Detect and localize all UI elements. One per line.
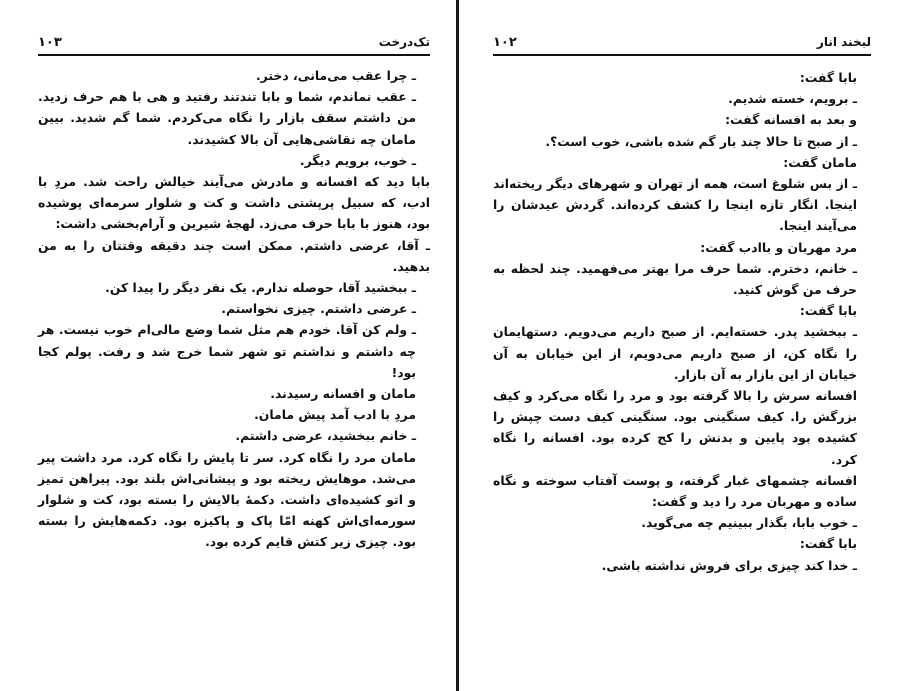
paragraph: ـ خانم ببخشید، عرضی داشتم. (235, 428, 416, 444)
paragraph: مامان مرد را نگاه کرد. سر تا پایش را نگاه کرد. مرد داشت پیر می‌شد. موهایش ریخته بود و پیشانی‌اش بلند بود. پیراهن تمیز و اتو کشیده‌ای داشت. دکمهٔ بالایش را بسته بود، کت و شلوار سورمه‌ای‌اش کهنه امّا پاک و پاکیزه بود. دکمه‌هایش را بسته بود. چیزی زیر کتش قایم کرده بود. (38, 449, 416, 550)
right-page-running-title: لبخند انار (816, 35, 871, 49)
paragraph: ـ عرضی داشتم. چیزی نخواستم. (221, 301, 416, 317)
paragraph: ـ ببخشید آقا، حوصله ندارم. یک نفر دیگر را پیدا کن. (105, 280, 416, 296)
left-page (0, 0, 460, 691)
paragraph: بابا گفت: (799, 303, 857, 319)
paragraph: مامان گفت: (783, 154, 857, 170)
right-page-body (493, 67, 871, 576)
paragraph: ـ خوب بابا، بگذار ببینیم چه می‌گوید. (641, 515, 857, 531)
left-page-header (38, 32, 430, 52)
paragraph: بابا دید که افسانه و مادرش می‌آیند خیالش راحت شد. مردِ با ادب، که سبیل پرپشتی داشت و کت و شلوار سرمه‌ای پوشیده بود، هنوز با بابا حرف می‌زد. لهجهٔ شیرین و آرام‌بخشی داشت: (38, 174, 430, 232)
left-page-body (38, 65, 430, 553)
paragraph: ـ ولم کن آقا. خودم هم مثل شما وضع مالی‌ام خوب نیست. هر چه داشتم و نداشتم تو شهر شما خرج شد و رفت. پولم کجا بود! (38, 322, 416, 380)
paragraph: افسانه چشمهای غبار گرفته، و پوست آفتاب سوخته و نگاه ساده و مهربان مرد را دید و گفت: (493, 472, 857, 510)
left-header-rule (38, 54, 430, 56)
paragraph: ـ آقا، عرضی داشتم. ممکن است چند دقیقه وقتتان را به من بدهید. (38, 237, 430, 274)
paragraph: ـ خوب، برویم دیگر. (299, 152, 416, 168)
paragraph: ـ از صبح تا حالا چند بار گم شده باشی، خوب است؟. (545, 133, 857, 149)
left-page-number: ۱۰۳ (38, 34, 62, 50)
paragraph: مردِ با ادب آمد پیش مامان. (254, 407, 416, 423)
paragraph: ـ برویم، خسته شدیم. (728, 91, 857, 107)
paragraph: ـ خدا کند چیزی برای فروش نداشته باشی. (601, 557, 857, 573)
paragraph: و بعد به افسانه گفت: (725, 112, 857, 128)
paragraph: ـ عقب نماندم، شما و بابا تندتند رفتید و هی با هم حرف زدید. من داشتم سقف بازار را نگاه می‌کردم. شما گم شدید. بیین مامان چه نقاشی‌هایی آن بالا کشیدند. (38, 89, 416, 147)
paragraph: افسانه سرش را بالا گرفته بود و مرد را نگاه می‌کرد و کیف بزرگش را. کیف سنگینی بود. سنگینی کیف دست چپش را کشیده بود پایین و بدنش را کج کرده بود. افسانه را نگاه کرد. (493, 388, 857, 467)
paragraph: بابا گفت: (799, 70, 857, 85)
left-page-running-title: تک‌درخت (378, 35, 430, 49)
right-header-rule (493, 54, 871, 56)
paragraph: ـ خانم، دخترم. شما حرف مرا بهتر می‌فهمید. چند لحظه به حرف من گوش کنید. (493, 260, 857, 298)
paragraph: مرد مهربان و باادب گفت: (700, 239, 857, 255)
right-page-header (493, 32, 871, 52)
right-page (461, 0, 921, 691)
paragraph: مامان و افسانه رسیدند. (270, 386, 416, 402)
paragraph: ـ چرا عقب می‌مانی، دختر. (255, 68, 416, 83)
paragraph: ـ از بس شلوغ است، همه از تهران و شهرهای دیگر ریخته‌اند اینجا. انگار تازه اینجا را کشف کرده‌اند. گردش عیدشان را می‌آیند اینجا. (493, 176, 857, 234)
paragraph: ـ ببخشید پدر. خسته‌ایم. از صبح داریم می‌دویم. دستهایمان را نگاه کن، از صبح داریم می‌دویم، از این خیابان به آن خیابان از این بازار به آن بازار. (493, 324, 857, 382)
right-page-number: ۱۰۲ (493, 34, 517, 50)
paragraph: بابا گفت: (799, 536, 857, 552)
book-spine (456, 0, 459, 691)
